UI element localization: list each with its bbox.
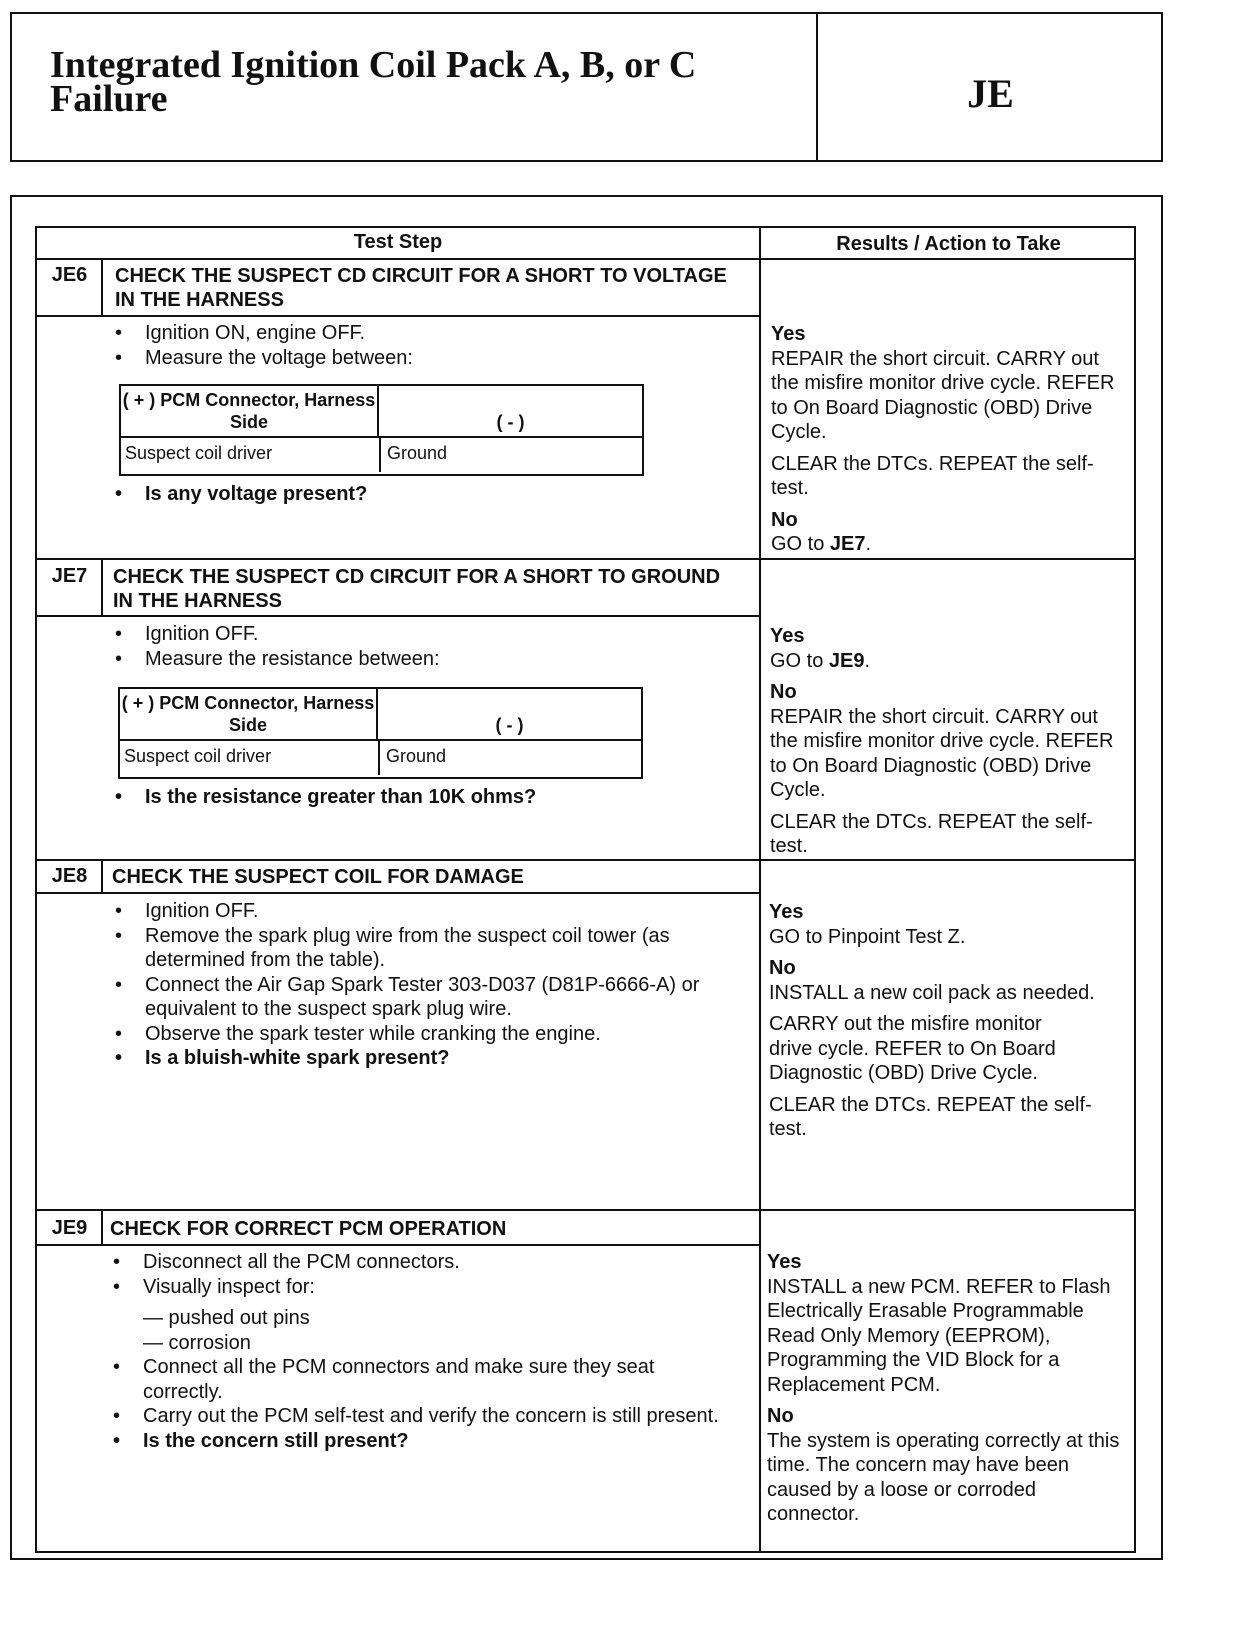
measurement-table	[119, 384, 644, 476]
step-title: CHECK FOR CORRECT PCM OPERATION	[110, 1218, 507, 1240]
question: • Is the resistance greater than 10K ohms?	[113, 785, 536, 810]
no-text: GO to	[771, 533, 830, 555]
step-results	[770, 624, 1130, 866]
yes-text: INSTALL a new PCM. REFER to Flash Electrically Erasable Programmable Read Only Memory (EEPROM), Programming the VID Block for a Replacement PCM.	[767, 1275, 1111, 1396]
no-label: No	[767, 1405, 794, 1427]
step-title: CHECK THE SUSPECT CD CIRCUIT FOR A SHORT TO GROUND IN THE HARNESS	[113, 566, 721, 612]
title-line-2: Failure	[50, 78, 168, 120]
no-label: No	[769, 957, 796, 979]
step-number: JE8	[51, 865, 88, 887]
bullet: • Measure the resistance between:	[113, 647, 733, 672]
yes-label: Yes	[770, 625, 805, 647]
step-title: CHECK THE SUSPECT COIL FOR DAMAGE	[112, 866, 524, 888]
cell: Suspect coil driver	[124, 746, 272, 766]
header-test-step: Test Step	[353, 231, 443, 253]
measurement-table	[118, 687, 643, 779]
yes-text: GO to	[770, 649, 829, 672]
header-results: Results / Action to Take	[836, 233, 1061, 255]
step-body	[113, 899, 713, 1071]
step-body	[113, 622, 733, 671]
step-question	[113, 785, 536, 810]
bullet: • Ignition OFF.	[113, 622, 733, 647]
bullet: • Ignition ON, engine OFF.	[113, 321, 733, 346]
yes-text: REPAIR the short circuit. CARRY out the misfire monitor drive cycle. REFER to On Board Diagnostic (OBD) Drive Cycle.	[771, 347, 1115, 443]
step-question	[113, 482, 367, 507]
title-line-1: Integrated Ignition Coil Pack A, B, or C	[50, 44, 697, 86]
bullet: • Disconnect all the PCM connectors.	[111, 1250, 721, 1275]
no-text: CLEAR the DTCs. REPEAT the self-test.	[770, 810, 1093, 857]
cell: Ground	[386, 746, 447, 766]
bullet: • Connect the Air Gap Spark Tester 303-D037 (D81P-6666-A) or equivalent to the suspect spark plug wire.	[113, 973, 713, 1022]
yes-text: GO to Pinpoint Test Z.	[769, 925, 966, 948]
goto-link[interactable]: JE7	[829, 533, 866, 555]
sub-item: — corrosion	[143, 1331, 251, 1354]
col-positive: ( + ) PCM Connector, Harness Side	[121, 386, 379, 438]
no-text: REPAIR the short circuit. CARRY out the misfire monitor drive cycle. REFER to On Board Diagnostic (OBD) Drive Cycle.	[770, 705, 1114, 801]
yes-label: Yes	[769, 901, 804, 923]
col-positive: ( + ) PCM Connector, Harness Side	[120, 689, 378, 741]
page-title	[50, 44, 697, 120]
test-table	[35, 226, 1136, 1553]
no-text: The system is operating correctly at this time. The concern may have been caused by a loose or corroded connector.	[767, 1429, 1120, 1525]
cell: Ground	[387, 443, 448, 463]
no-label: No	[770, 681, 797, 703]
bullet: • Carry out the PCM self-test and verify the concern is still present.	[111, 1404, 721, 1429]
step-number: JE6	[51, 264, 88, 286]
cell: Suspect coil driver	[125, 443, 273, 463]
punct: .	[864, 649, 871, 672]
no-text: CLEAR the DTCs. REPEAT the self-test.	[769, 1093, 1092, 1140]
no-text: INSTALL a new coil pack as needed.	[769, 981, 1095, 1004]
bullet: • Remove the spark plug wire from the suspect coil tower (as determined from the table).	[113, 924, 713, 973]
no-label: No	[771, 508, 798, 531]
question: • Is any voltage present?	[113, 482, 367, 507]
col-negative: ( - )	[379, 386, 642, 438]
step-number: JE9	[51, 1217, 88, 1239]
no-text: CARRY out the misfire monitor drive cycle. REFER to On Board Diagnostic (OBD) Drive Cycle.	[769, 1013, 1056, 1084]
sub-item: — pushed out pins	[143, 1307, 310, 1329]
question: • Is a bluish-white spark present?	[113, 1046, 713, 1071]
step-results	[771, 322, 1131, 564]
col-negative: ( - )	[378, 689, 641, 741]
bullet: • Visually inspect for:	[111, 1275, 721, 1300]
bullet: • Observe the spark tester while cranking the engine.	[113, 1022, 713, 1047]
step-results	[769, 900, 1109, 1149]
step-body	[113, 321, 733, 370]
question: • Is the concern still present?	[111, 1429, 721, 1454]
bullet: • Connect all the PCM connectors and make sure they seat correctly.	[111, 1355, 721, 1404]
bullet: • Ignition OFF.	[113, 899, 713, 924]
goto-link[interactable]: JE9	[828, 649, 865, 672]
test-code: JE	[967, 71, 1014, 116]
step-title: CHECK THE SUSPECT CD CIRCUIT FOR A SHORT TO VOLTAGE IN THE HARNESS	[115, 265, 727, 311]
yes-text: CLEAR the DTCs. REPEAT the self-test.	[771, 452, 1094, 499]
bullet: • Measure the voltage between:	[113, 346, 733, 371]
yes-label: Yes	[771, 323, 806, 345]
punct: .	[865, 533, 872, 555]
step-number: JE7	[51, 565, 88, 587]
step-results	[767, 1250, 1132, 1534]
yes-label: Yes	[767, 1251, 802, 1273]
step-body	[111, 1250, 721, 1453]
